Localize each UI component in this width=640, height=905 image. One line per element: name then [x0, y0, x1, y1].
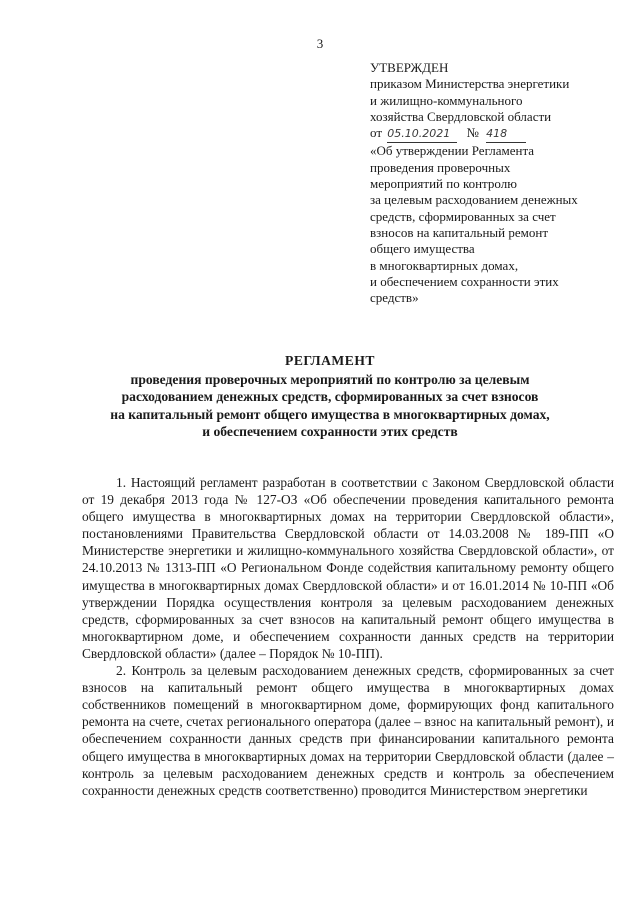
approval-subject-line: за целевым расходованием денежных	[370, 192, 578, 208]
page-number: 3	[316, 36, 324, 51]
approval-subject-line: мероприятий по контролю	[370, 176, 517, 192]
document-subtitle-line: и обеспечением сохранности этих средств	[202, 424, 458, 439]
approval-subject-line: общего имущества	[370, 241, 475, 257]
approval-subject-line: «Об утверждении Регламента	[370, 143, 535, 159]
approval-date-line	[370, 125, 620, 143]
document-subtitle-line: проведения проверочных мероприятий по контролю за целевым	[130, 371, 530, 387]
number-prefix: №	[466, 125, 479, 141]
handwritten-number: 418	[486, 126, 526, 143]
approval-subject-line: средств, сформированных за счет	[370, 208, 556, 224]
approval-line: и жилищно-коммунального	[370, 92, 523, 108]
approval-subject-line: проведения проверочных	[370, 159, 511, 175]
approval-subject-line: средств»	[370, 290, 419, 306]
approval-subject-line: взносов на капитальный ремонт	[370, 224, 548, 240]
handwritten-date: 05.10.2021	[387, 126, 457, 143]
paragraph-1: 1. Настоящий регламент разработан в соответствии с Законом Свердловской области от 19 декабря 2013 года № 127-ОЗ «Об обеспечении проведения капитального ремонта общего имущества в многоквартирных домах на территории Свердловской области», постановлениями Правительства Свердловской области от 14.03.2008 № 189-ПП «О Министерстве энергетики и жилищно-коммунального хозяйства Свердловской области», от 24.10.2013 № 1313-ПП «О Региональном Фонде содействия капитальному ремонту общего имущества в многоквартирных домах Свердловской области» и от 16.01.2014 № 10-ПП «Об утверждении Порядка осуществления контроля за целевым расходованием денежных средств, сформированных за счет взносов на капитальный ремонт общего имущества в многоквартирном доме, и обеспечением сохранности данных средств на территории Свердловской области» (далее – Порядок № 10-ПП).	[82, 475, 614, 661]
document-title: РЕГЛАМЕНТ	[285, 353, 375, 368]
approval-subject-line: и обеспечением сохранности этих	[370, 273, 559, 289]
approval-line: хозяйства Свердловской области	[370, 108, 552, 124]
paragraph-2: 2. Контроль за целевым расходованием денежных средств, сформированных за счет взносов на капитальный ремонт общего имущества в многоквартирных домах собственников помещений в многоквартирном доме, формирующих фонд капитального ремонта на счете, счетах регионального оператора (далее – взнос на капитальный ремонт), и обеспечением сохранности данных средств при финансировании капитального ремонта общего имущества в многоквартирных домах на территории Свердловской области (далее – контроль за целевым расходованием денежных средств и контроль за обеспечением сохранности денежных средств соответственно) проводится Министерством энергетики	[82, 663, 614, 798]
document-body	[82, 474, 614, 799]
approval-subject-line: в многоквартирных домах,	[370, 257, 519, 273]
document-subtitle-line: на капитальный ремонт общего имущества в многоквартирных домах,	[110, 406, 550, 422]
approval-heading: УТВЕРЖДЕН	[370, 60, 449, 75]
date-prefix: от	[370, 125, 383, 141]
document-title-block	[60, 352, 600, 441]
document-subtitle-line: расходованием денежных средств, сформированных за счет взносов	[121, 389, 539, 404]
approval-stamp	[370, 60, 620, 306]
approval-line: приказом Министерства энергетики	[370, 76, 570, 92]
